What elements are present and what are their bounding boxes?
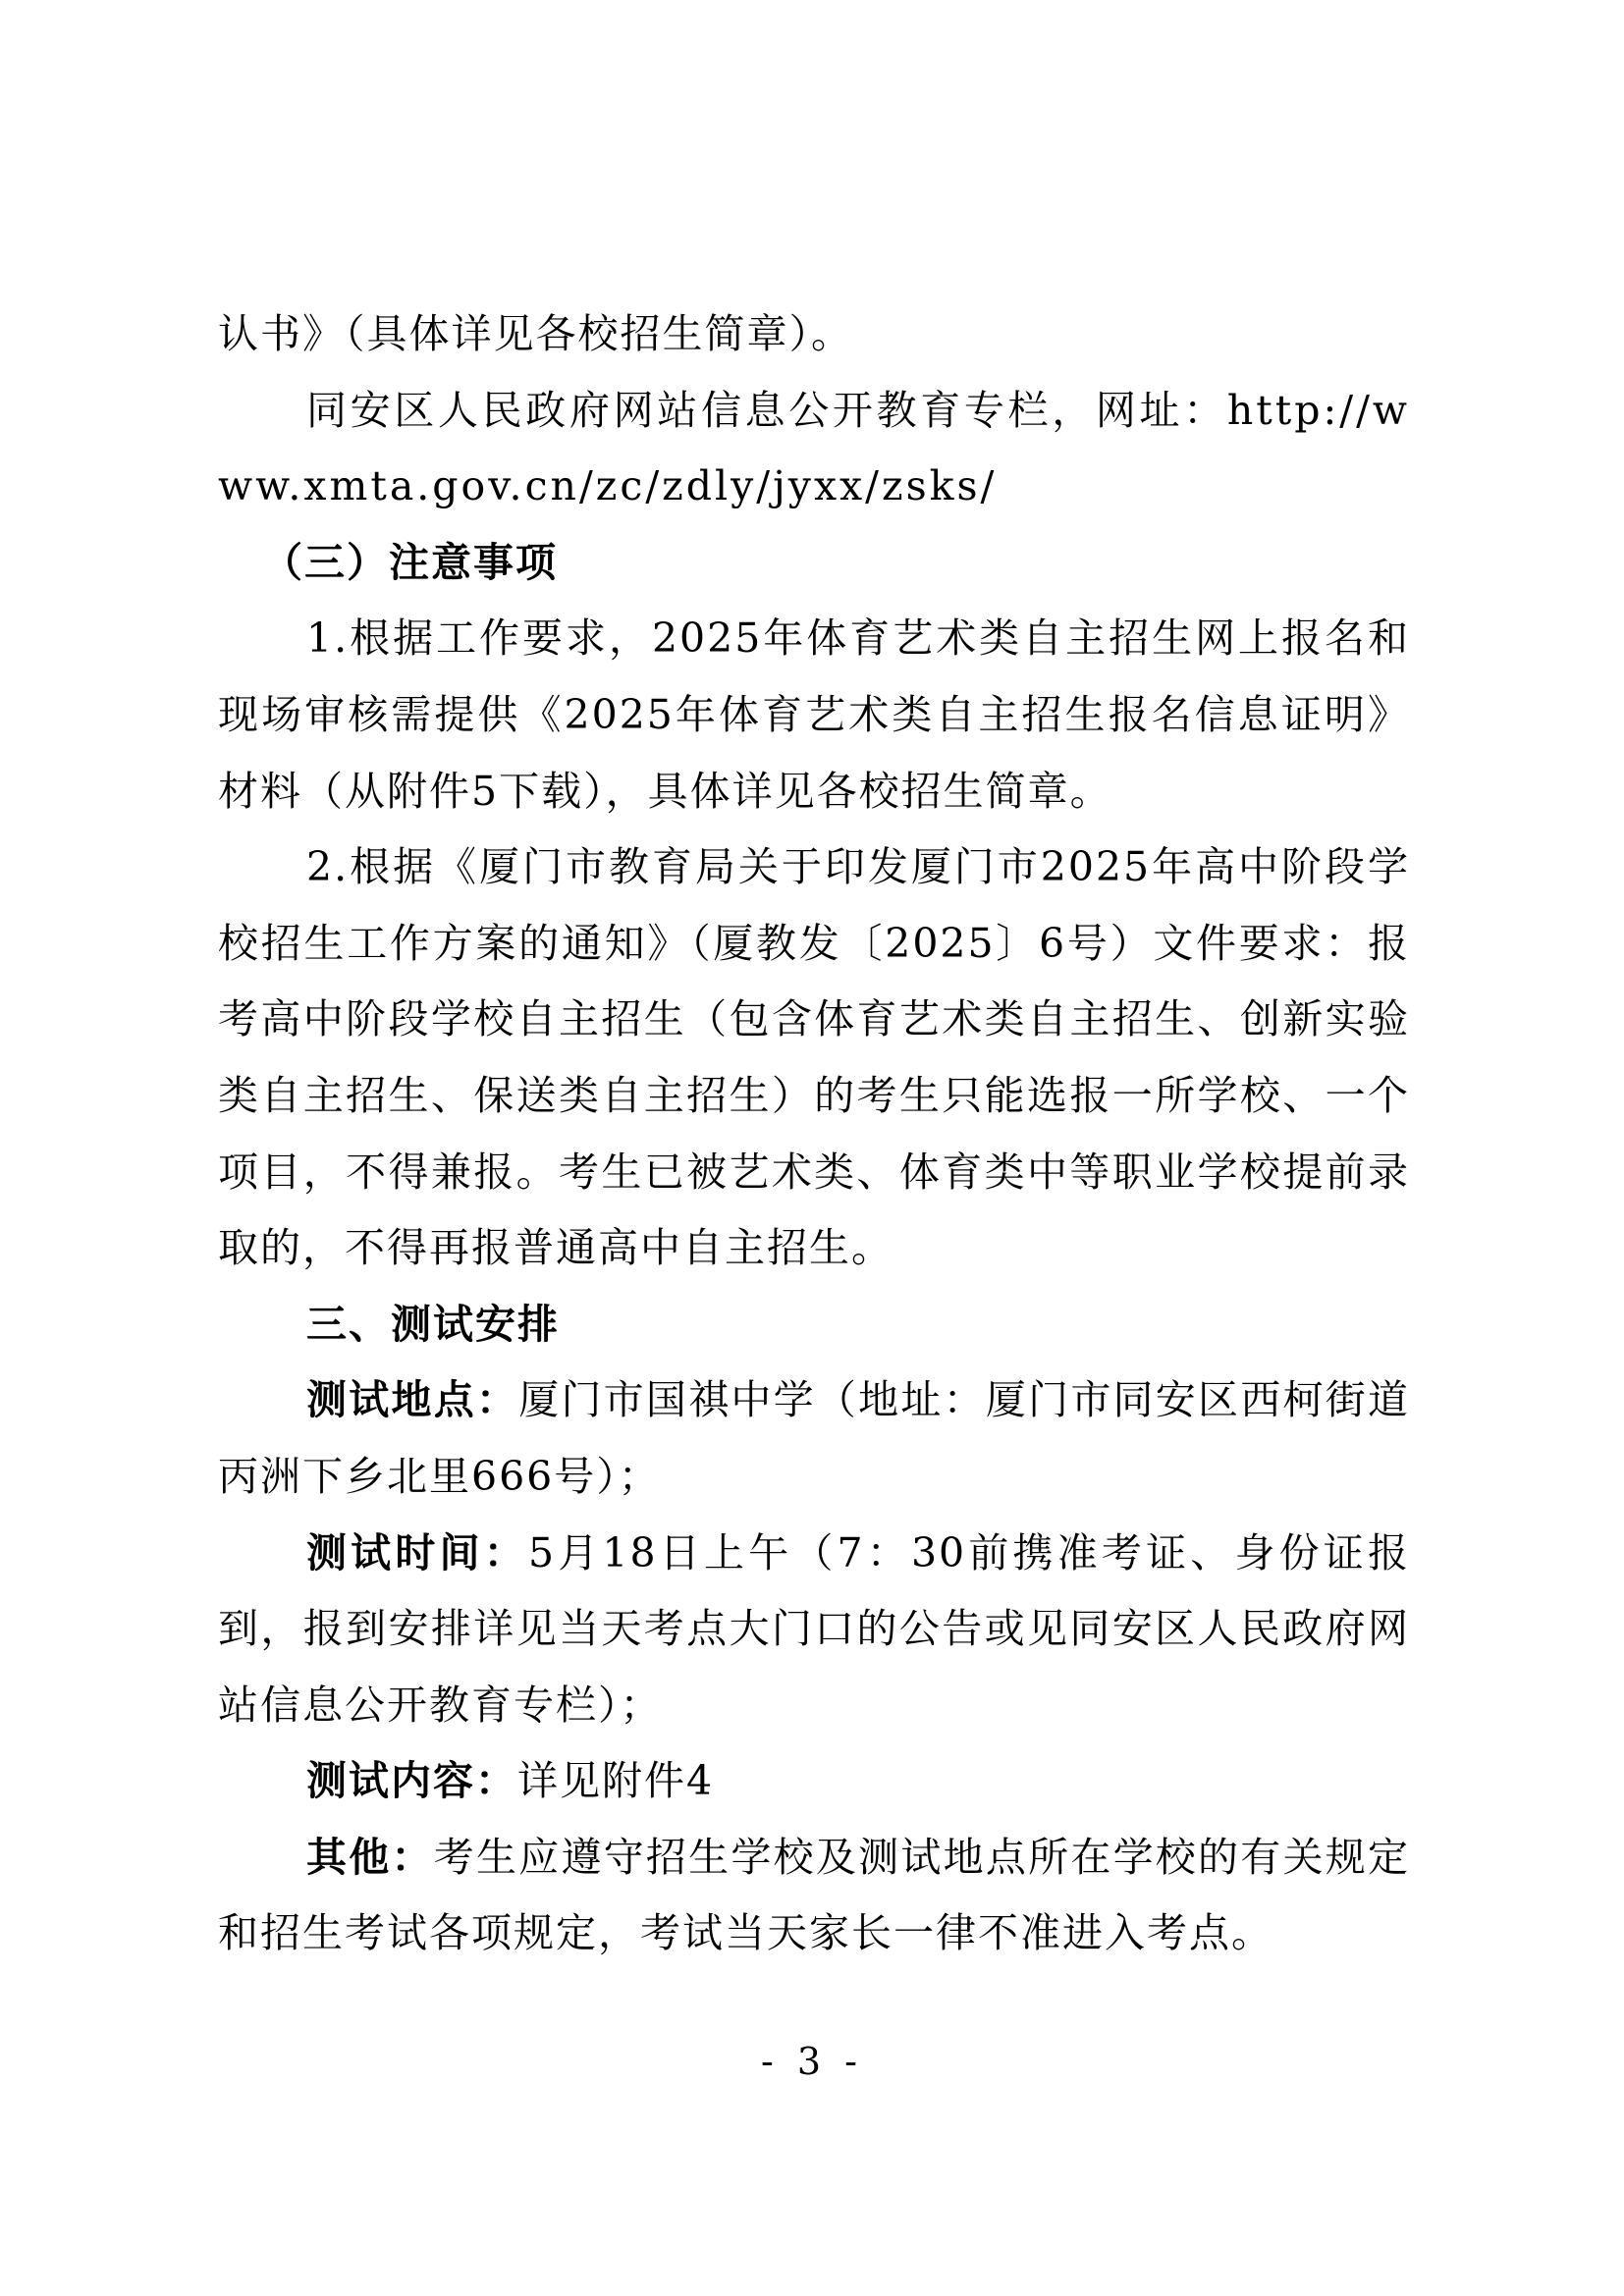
text-other: 考生应遵守招生学校及测试地点所在学校的有关规定和招生考试各项规定，考试当天家长一律不准进入考点。 [218, 1833, 1411, 1957]
text-test-content: 详见附件4 [517, 1757, 715, 1805]
paragraph-note-1: 1.根据工作要求，2025年体育艺术类自主招生网上报名和现场审核需提供《2025年体育艺术类自主招生报名信息证明》材料（从附件5下载），具体详见各校招生简章。 [218, 614, 1410, 815]
label-test-content: 测试内容： [306, 1757, 517, 1805]
paragraph-test-content [218, 1743, 1410, 1820]
label-test-time: 测试时间： [306, 1528, 528, 1576]
paragraph-cert-tail: 认书》（具体详见各校招生简章）。 [218, 310, 853, 357]
heading-test-arrangement: 三、测试安排 [306, 1300, 560, 1348]
paragraph-other [218, 1820, 1410, 1972]
label-other: 其他： [306, 1833, 434, 1881]
document-body [218, 296, 1410, 1972]
paragraph-note-2: 2.根据《厦门市教育局关于印发厦门市2025年高中阶段学校招生工作方案的通知》（厦教发〔2025〕6号）文件要求：报考高中阶段学校自主招生（包含体育艺术类自主招生、创新实验类自主招生、保送类自主招生）的考生只能选报一所学校、一个项目，不得兼报。考生已被艺术类、体育类中等职业学校提前录取的，不得再报普通高中自主招生。 [218, 843, 1410, 1272]
page-number: - 3 - [760, 2040, 863, 2083]
paragraph-test-time [218, 1516, 1410, 1744]
paragraph-test-location [218, 1362, 1410, 1515]
text-test-time: 5月18日上午（7：30前携准考证、身份证报到，报到安排详见当天考点大门口的公告或见同安区人民政府网站信息公开教育专栏）； [218, 1528, 1410, 1729]
heading-notes: （三）注意事项 [262, 538, 558, 586]
label-test-location: 测试地点： [306, 1376, 519, 1424]
paragraph-website-url: 同安区人民政府网站信息公开教育专栏，网址：http://www.xmta.gov.cn/zc/zdly/jyxx/zsks/ [218, 386, 1410, 510]
text-test-location: 厦门市国祺中学（地址：厦门市同安区西柯街道丙洲下乡北里666号）； [218, 1376, 1411, 1500]
